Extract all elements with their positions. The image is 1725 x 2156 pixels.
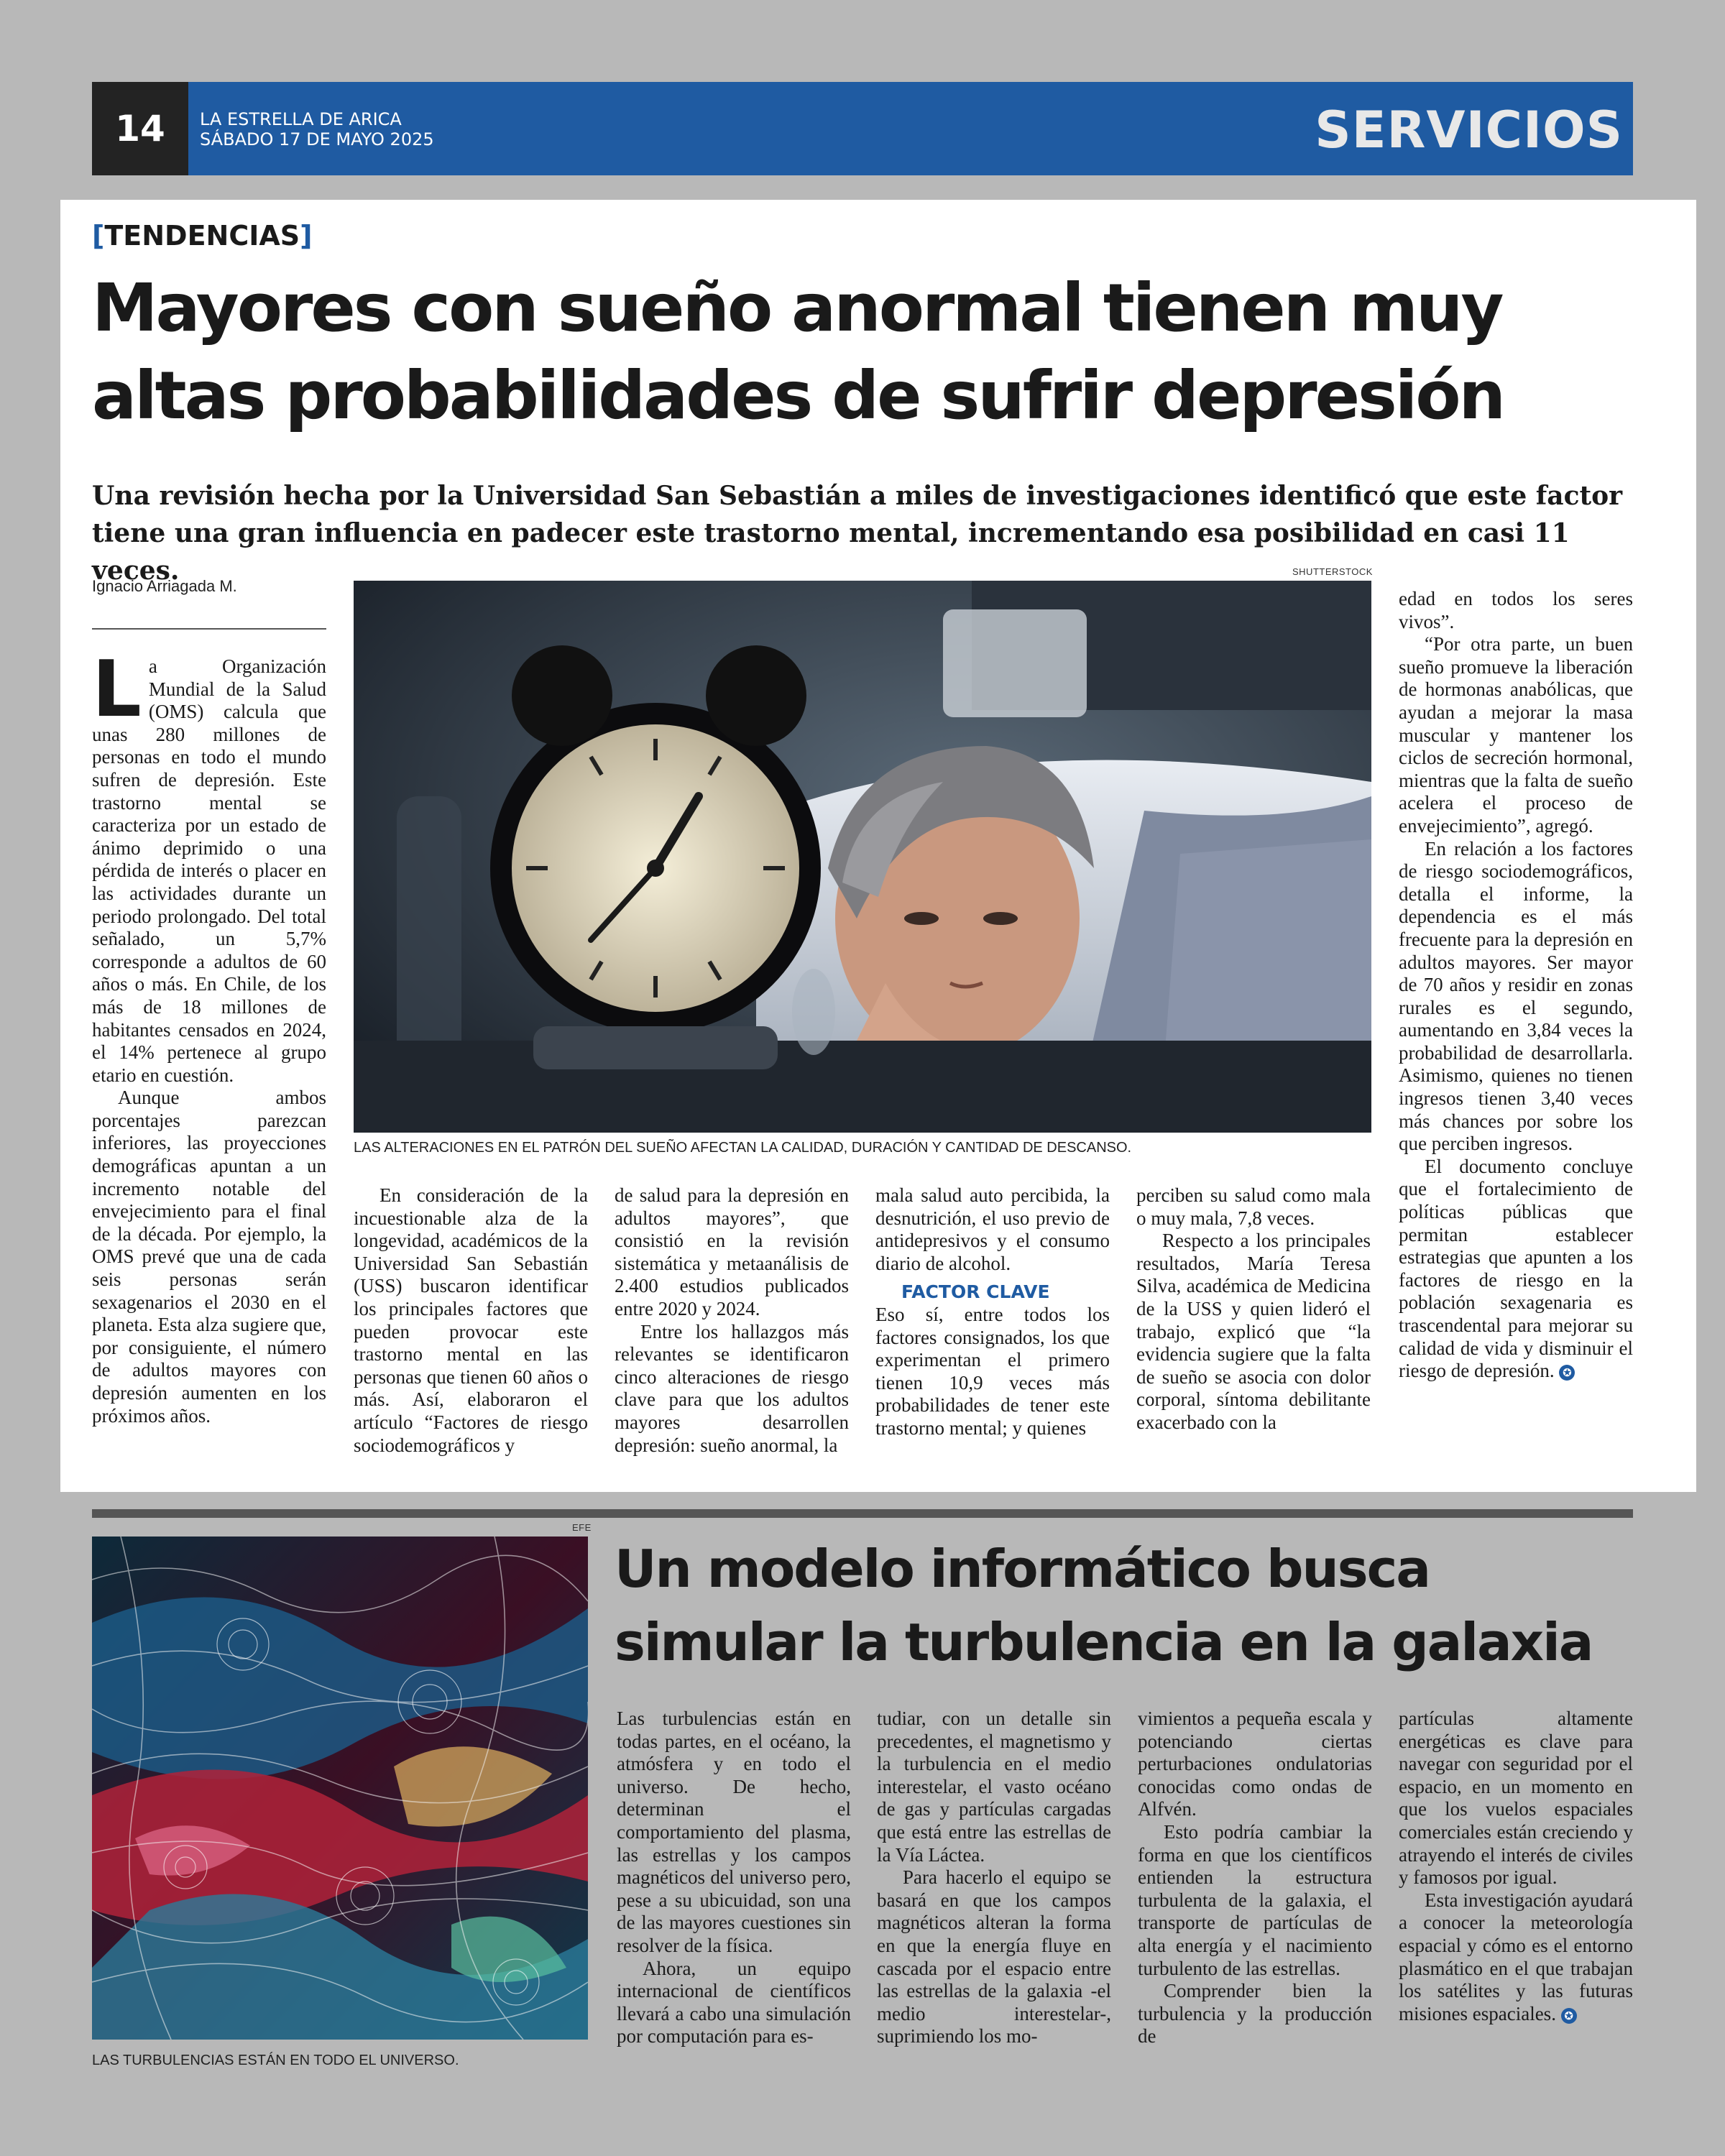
paragraph: En consideración de la incuestionable alza de la longevidad, académicos de la Universidad San Sebastián (USS) buscaron identificar los principales factores que pueden provocar este trastorno mental en las personas que tienen 60 años o más. Así, elaboraron el artículo “Factores de riesgo sociodemográficos y	[354, 1184, 588, 1456]
article-column	[877, 1708, 1111, 2048]
article-column	[1136, 1184, 1371, 1434]
headline-line: Mayores con sueño anormal tienen muy	[92, 270, 1502, 346]
article-tag: [TENDENCIAS]	[92, 220, 313, 252]
paragraph: Para hacerlo el equipo se basará en que los campos magnéticos alteran la forma en que la energía fluye en cascada por el espacio entre las estrellas de la galaxia -el medio interestelar-, suprimiendo los mo-	[877, 1866, 1111, 2047]
paragraph: perciben su salud como mala o muy mala, 7,8 veces.	[1136, 1184, 1371, 1229]
article-headline	[92, 264, 1644, 440]
photo-caption: LAS TURBULENCIAS ESTÁN EN TODO EL UNIVERSO.	[92, 2053, 459, 2068]
photo-credit: SHUTTERSTOCK	[1292, 566, 1373, 577]
paragraph: Las turbulencias están en todas partes, en el océano, la atmósfera y en todo el universo. De hecho, determinan el comportamiento del plasma, las estrellas y los campos magnéticos del universo pero, pese a su ubicuidad, son una de las mayores cuestiones sin resolver de la física.	[617, 1708, 851, 1956]
paragraph: Esto podría cambiar la forma en que los científicos entienden la estructura turbulenta de la galaxia, el transporte de partículas de alta energía y el nacimiento turbulento de las estrellas.	[1138, 1820, 1372, 1979]
paragraph: de salud para la depresión en adultos mayores”, que consistió en la revisión sistemática y metaanálisis de 2.400 estudios publicados entre 2020 y 2024.	[615, 1184, 849, 1319]
paragraph: Eso sí, entre todos los factores consignados, los que experimentan el primero tienen 10,9 veces más probabilidades de tener este trastorno mental; y quienes	[875, 1303, 1110, 1439]
byline-divider	[92, 628, 326, 630]
article-column	[617, 1708, 851, 2048]
article-column	[615, 1184, 849, 1457]
article-column	[354, 1184, 588, 1457]
article-column	[1399, 1708, 1633, 2025]
paragraph: “Por otra parte, un buen sueño promueve la liberación de hormonas anabólicas, que ayudan a mejorar la masa muscular y mantener los ciclos de secreción hormonal, mientras que la falta de sueño acelera el proceso de envejecimiento”, agregó.	[1399, 633, 1633, 837]
headline-line: Un modelo informático busca	[615, 1539, 1430, 1599]
byline: Ignacio Arriagada M.	[92, 577, 237, 595]
article-column	[1399, 588, 1633, 1383]
turbulence-artwork	[92, 1537, 588, 2040]
paragraph: a Organización Mundial de la Salud (OMS) calcula que unas 280 millones de personas en todo el mundo sufren de depresión. Este trastorno mental se caracteriza por un estado de ánimo deprimido o una pérdida de interés o placer en las actividades durante un periodo prolongado. Del total señalado, un 5,7% corresponde a adultos de 60 años o más. En Chile, de los más de 18 millones de habitantes censados en 2024, el 14% pertenece al grupo etario en cuestión.	[92, 655, 326, 1086]
paragraph: Aunque ambos porcentajes parezcan inferiores, las proyecciones demográficas apuntan a un incremento notable del envejecimiento para el final de la década. Por ejemplo, la OMS prevé que una de cada seis personas serán sexagenarios el 2030 en el planeta. Esta alza sugiere que, por consiguiente, el número de adultos mayores con depresión aumenten en los próximos años.	[92, 1087, 326, 1427]
paragraph: edad en todos los seres vivos”.	[1399, 588, 1633, 632]
section-title: SERVICIOS	[1315, 101, 1623, 160]
article-column	[1138, 1708, 1372, 2048]
paragraph: mala salud auto percibida, la desnutrición, el uso previo de antidepresivos y el consumo diario de alcohol.	[875, 1184, 1110, 1274]
paragraph: tudiar, con un detalle sin precedentes, el magnetismo y la turbulencia en el medio interestelar, el vasto océano de gas y partículas cargadas que está entre las estrellas de la Vía Láctea.	[877, 1708, 1111, 1866]
end-mark-icon: ✪	[1561, 2008, 1577, 2024]
article-headline	[615, 1532, 1635, 1679]
subhead: FACTOR CLAVE	[901, 1281, 1050, 1303]
section-divider	[92, 1509, 1633, 1518]
paragraph: Esta investigación ayudará a conocer la meteorología espacial y cómo es el entorno plasmático en el que trabajan los satélites y las futuras misiones espaciales.	[1399, 1889, 1633, 2024]
paragraph: En relación a los factores de riesgo sociodemográficos, detalla el informe, la dependencia es el más frecuente para la depresión en adultos mayores. Ser mayor de 70 años y residir en zonas rurales es el segundo, aumentando en 3,84 veces la probabilidad de desarrollarla. Asimismo, quienes no tienen ingresos tienen 3,40 veces más chances por sobre los que perciben ingresos.	[1399, 837, 1633, 1155]
paragraph: Entre los hallazgos más relevantes se identificaron cinco alteraciones de riesgo clave para que los adultos mayores desarrollen depresión: sueño anormal, la	[615, 1320, 849, 1456]
article-column	[875, 1184, 1110, 1440]
paragraph: Respecto a los principales resultados, María Teresa Silva, académica de Medicina de la USS y quien lideró el trabajo, explicó que “la evidencia sugiere que la falta de sueño se asocia con dolor corporal, síntoma debilitante exacerbado con la	[1136, 1230, 1371, 1433]
paragraph: El documento concluye que el fortalecimiento de políticas públicas que permitan establecer estrategias que apunten a los factores de riesgo en la población sexagenaria es trascendental para mejorar su calidad de vida y disminuir el riesgo de depresión.	[1399, 1155, 1633, 1382]
article-deck: Una revisión hecha por la Universidad San Sebastián a miles de investigaciones identificó que este factor tiene una gran influencia en padecer este trastorno mental, incrementando esa posibilidad en casi 11 veces.	[92, 481, 1623, 586]
paragraph: partículas altamente energéticas es clave para navegar con seguridad por el espacio, en un momento en que los vuelos espaciales comerciales están creciendo y atrayendo el interés de civiles y famosos por igual.	[1399, 1708, 1633, 1889]
article-column	[92, 645, 326, 1427]
headline-line: altas probabilidades de sufrir depresión	[92, 357, 1504, 434]
page-number: 14	[92, 82, 188, 175]
photo-caption: LAS ALTERACIONES EN EL PATRÓN DEL SUEÑO AFECTAN LA CALIDAD, DURACIÓN Y CANTIDAD DE DESCANSO.	[354, 1140, 1132, 1156]
page-header	[92, 82, 1633, 175]
headline-line: simular la turbulencia en la galaxia	[615, 1612, 1593, 1672]
article-photo	[92, 1537, 588, 2040]
sleepless-woman-illustration	[354, 581, 1371, 1133]
paragraph: Ahora, un equipo internacional de científicos llevará a cabo una simulación por computación para es-	[617, 1957, 851, 2047]
paragraph: Comprender bien la turbulencia y la producción de	[1138, 1980, 1372, 2047]
end-mark-icon: ✪	[1559, 1365, 1575, 1381]
photo-credit: EFE	[572, 1522, 592, 1533]
article-photo	[354, 581, 1371, 1133]
publication-name: LA ESTRELLA DE ARICA	[200, 109, 402, 129]
paragraph: vimientos a pequeña escala y potenciando ciertas perturbaciones ondulatorias conocidas como ondas de Alfvén.	[1138, 1708, 1372, 1820]
drop-cap: L	[92, 645, 142, 734]
publication-date: SÁBADO 17 DE MAYO 2025	[200, 129, 434, 149]
